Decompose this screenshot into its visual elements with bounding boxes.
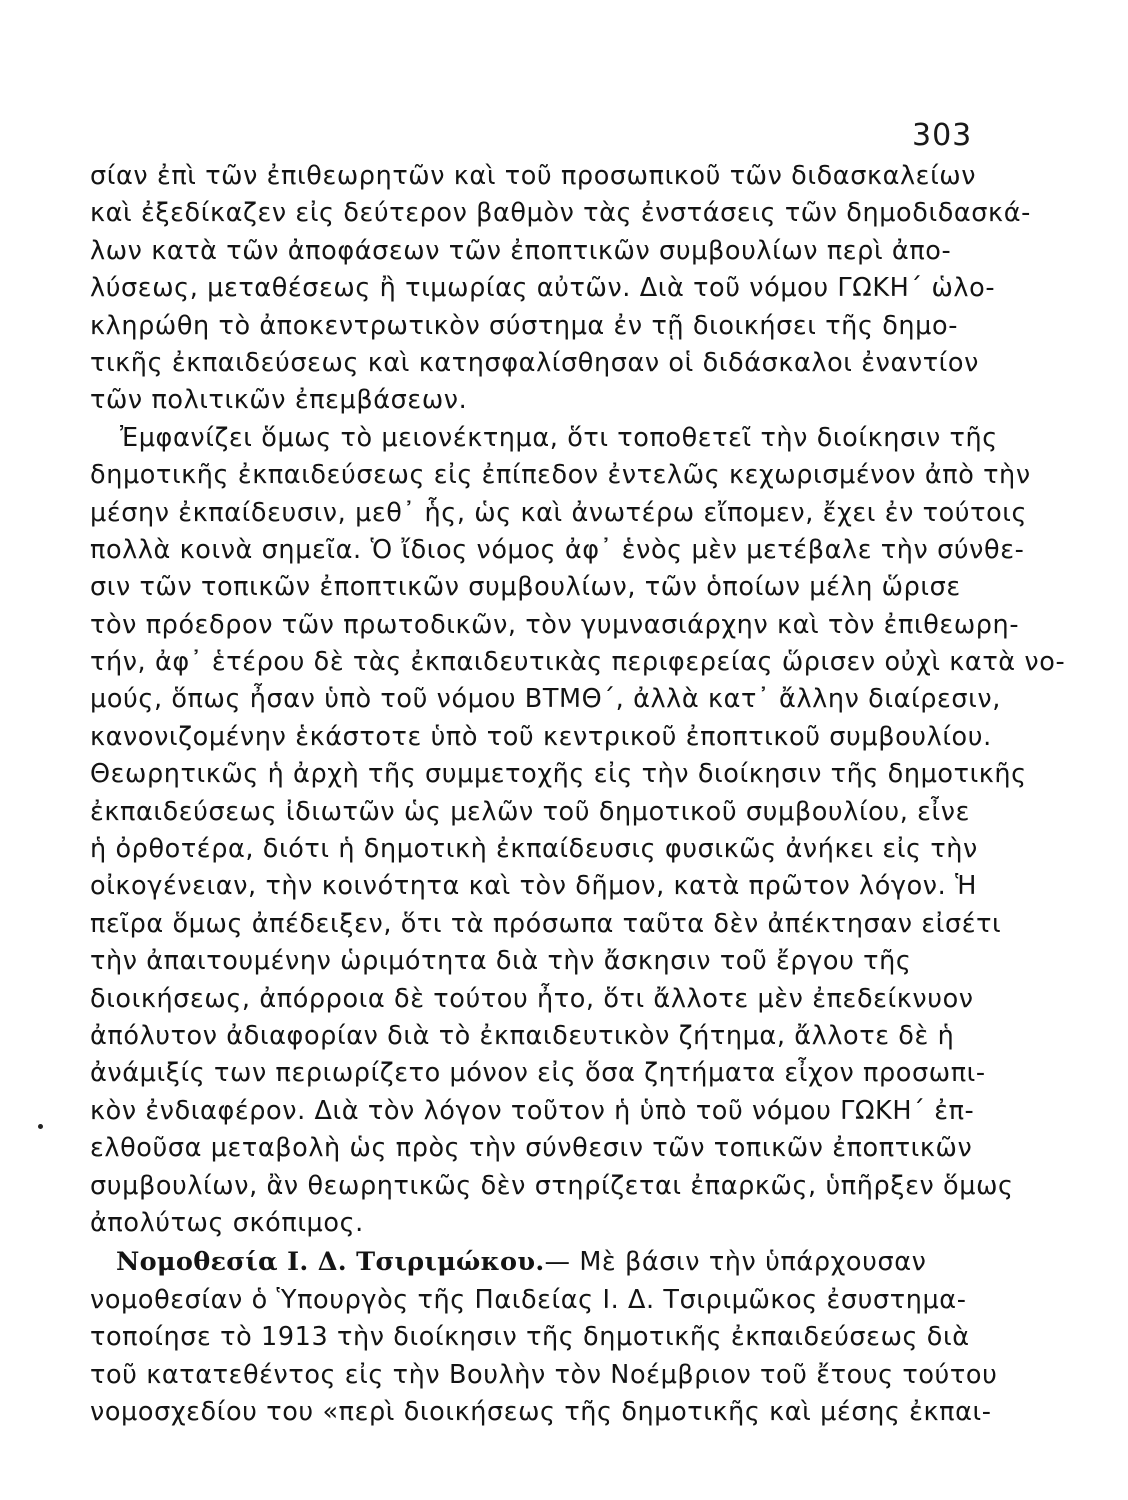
- text-line: ἀνάμιξίς των περιωρίζετο μόνον εἰς ὅσα ζητήματα εἶχον προσωπι-: [90, 1058, 986, 1089]
- margin-dot: [38, 1124, 43, 1129]
- text-line: μούς, ὅπως ἦσαν ὑπὸ τοῦ νόμου ΒΤΜΘ΄, ἀλλὰ κατ᾽ ἄλλην διαίρεσιν,: [90, 684, 1001, 715]
- text-line: λων κατὰ τῶν ἀποφάσεων τῶν ἐποπτικῶν συμβουλίων περὶ ἀπο-: [90, 235, 952, 266]
- text-line: πολλὰ κοινὰ σημεῖα. Ὁ ἴδιος νόμος ἀφ᾽ ἑνὸς μὲν μετέβαλε τὴν σύνθε-: [90, 534, 1025, 565]
- body-text: [90, 158, 1066, 1431]
- text-line: ἡ ὀρθοτέρα, διότι ἡ δημοτικὴ ἐκπαίδευσις φυσικῶς ἀνήκει εἰς τὴν: [90, 834, 978, 865]
- page-number: 303: [912, 118, 973, 153]
- paragraph-2: [90, 420, 1066, 1243]
- paragraph-3: [90, 1244, 998, 1431]
- text-line: τοποίησε τὸ 1913 τὴν διοίκησιν τῆς δημοτικῆς ἐκπαιδεύσεως διὰ: [90, 1322, 970, 1353]
- text-line: καὶ ἐξεδίκαζεν εἰς δεύτερον βαθμὸν τὰς ἐνστάσεις τῶν δημοδιδασκά-: [90, 198, 1031, 229]
- text-line: μέσην ἐκπαίδευσιν, μεθ᾽ ἧς, ὡς καὶ ἀνωτέρω εἴπομεν, ἔχει ἐν τούτοις: [90, 497, 1028, 528]
- text-line: τὸν πρόεδρον τῶν πρωτοδικῶν, τὸν γυμνασιάρχην καὶ τὸν ἐπιθεωρη-: [90, 609, 1020, 640]
- text-line: δημοτικῆς ἐκπαιδεύσεως εἰς ἐπίπεδον ἐντελῶς κεχωρισμένον ἀπὸ τὴν: [90, 460, 1031, 491]
- text-line: πεῖρα ὅμως ἀπέδειξεν, ὅτι τὰ πρόσωπα ταῦτα δὲν ἀπέκτησαν εἰσέτι: [90, 908, 1002, 939]
- text-line: κὸν ἐνδιαφέρον. Διὰ τὸν λόγον τοῦτον ἡ ὑπὸ τοῦ νόμου ΓΩΚΗ΄ ἐπ-: [90, 1095, 975, 1126]
- text-line: κανονιζομένην ἑκάστοτε ὑπὸ τοῦ κεντρικοῦ ἐποπτικοῦ συμβουλίου.: [90, 721, 992, 752]
- text-line: σιν τῶν τοπικῶν ἐποπτικῶν συμβουλίων, τῶν ὁποίων μέλη ὥρισε: [90, 572, 961, 603]
- text-line: οἰκογένειαν, τὴν κοινότητα καὶ τὸν δῆμον, κατὰ πρῶτον λόγον. Ἡ: [90, 871, 977, 902]
- text-line: σίαν ἐπὶ τῶν ἐπιθεωρητῶν καὶ τοῦ προσωπικοῦ τῶν διδασκαλείων: [90, 161, 977, 191]
- heading-line: [90, 1244, 970, 1281]
- heading-line-rest: — Μὲ βάσιν τὴν ὑπάρχουσαν: [544, 1247, 927, 1278]
- text-line: ἐκπαιδεύσεως ἰδιωτῶν ὡς μελῶν τοῦ δημοτικοῦ συμβουλίου, εἶνε: [90, 796, 970, 827]
- text-line: νομοσχεδίου του «περὶ διοικήσεως τῆς δημοτικῆς καὶ μέσης ἐκπαι-: [90, 1396, 992, 1427]
- text-line: συμβουλίων, ἂν θεωρητικῶς δὲν στηρίζεται ἐπαρκῶς, ὑπῆρξεν ὅμως: [90, 1170, 1014, 1201]
- text-line: τὴν ἀπαιτουμένην ὡριμότητα διὰ τὴν ἄσκησιν τοῦ ἔργου τῆς: [90, 946, 912, 977]
- text-line: κληρώθη τὸ ἀποκεντρωτικὸν σύστημα ἐν τῇ διοικήσει τῆς δημο-: [90, 310, 959, 341]
- text-line: Ἐμφανίζει ὅμως τὸ μειονέκτημα, ὅτι τοποθετεῖ τὴν διοίκησιν τῆς: [120, 422, 998, 453]
- text-line: λύσεως, μεταθέσεως ἢ τιμωρίας αὐτῶν. Διὰ τοῦ νόμου ΓΩΚΗ΄ ὡλο-: [90, 273, 996, 304]
- text-line: ἀπολύτως σκόπιμος.: [90, 1207, 364, 1238]
- section-heading: Νομοθεσία Ι. Δ. Τσιριμώκου.: [116, 1247, 545, 1278]
- text-line: τήν, ἀφ᾽ ἑτέρου δὲ τὰς ἐκπαιδευτικὰς περιφερείας ὥρισεν οὐχὶ κατὰ νο-: [90, 647, 1066, 678]
- text-line: τοῦ κατατεθέντος εἰς τὴν Βουλὴν τὸν Νοέμβριον τοῦ ἔτους τούτου: [90, 1359, 998, 1390]
- text-line: νομοθεσίαν ὁ Ὑπουργὸς τῆς Παιδείας Ι. Δ. Τσιριμῶκος ἐσυστημα-: [90, 1284, 967, 1315]
- text-line: τῶν πολιτικῶν ἐπεμβάσεων.: [90, 385, 468, 416]
- text-line: τικῆς ἐκπαιδεύσεως καὶ κατησφαλίσθησαν οἱ διδάσκαλοι ἐναντίον: [90, 347, 979, 378]
- text-line: ελθοῦσα μεταβολὴ ὡς πρὸς τὴν σύνθεσιν τῶν τοπικῶν ἐποπτικῶν: [90, 1133, 973, 1164]
- text-line: ἀπόλυτον ἀδιαφορίαν διὰ τὸ ἐκπαιδευτικὸν ζήτημα, ἄλλοτε δὲ ἡ: [90, 1020, 955, 1051]
- paragraph-1: [90, 158, 1031, 420]
- text-line: διοικήσεως, ἀπόρροια δὲ τούτου ἦτο, ὅτι ἄλλοτε μὲν ἐπεδείκνυον: [90, 983, 974, 1014]
- text-line: Θεωρητικῶς ἡ ἀρχὴ τῆς συμμετοχῆς εἰς τὴν διοίκησιν τῆς δημοτικῆς: [90, 759, 1027, 790]
